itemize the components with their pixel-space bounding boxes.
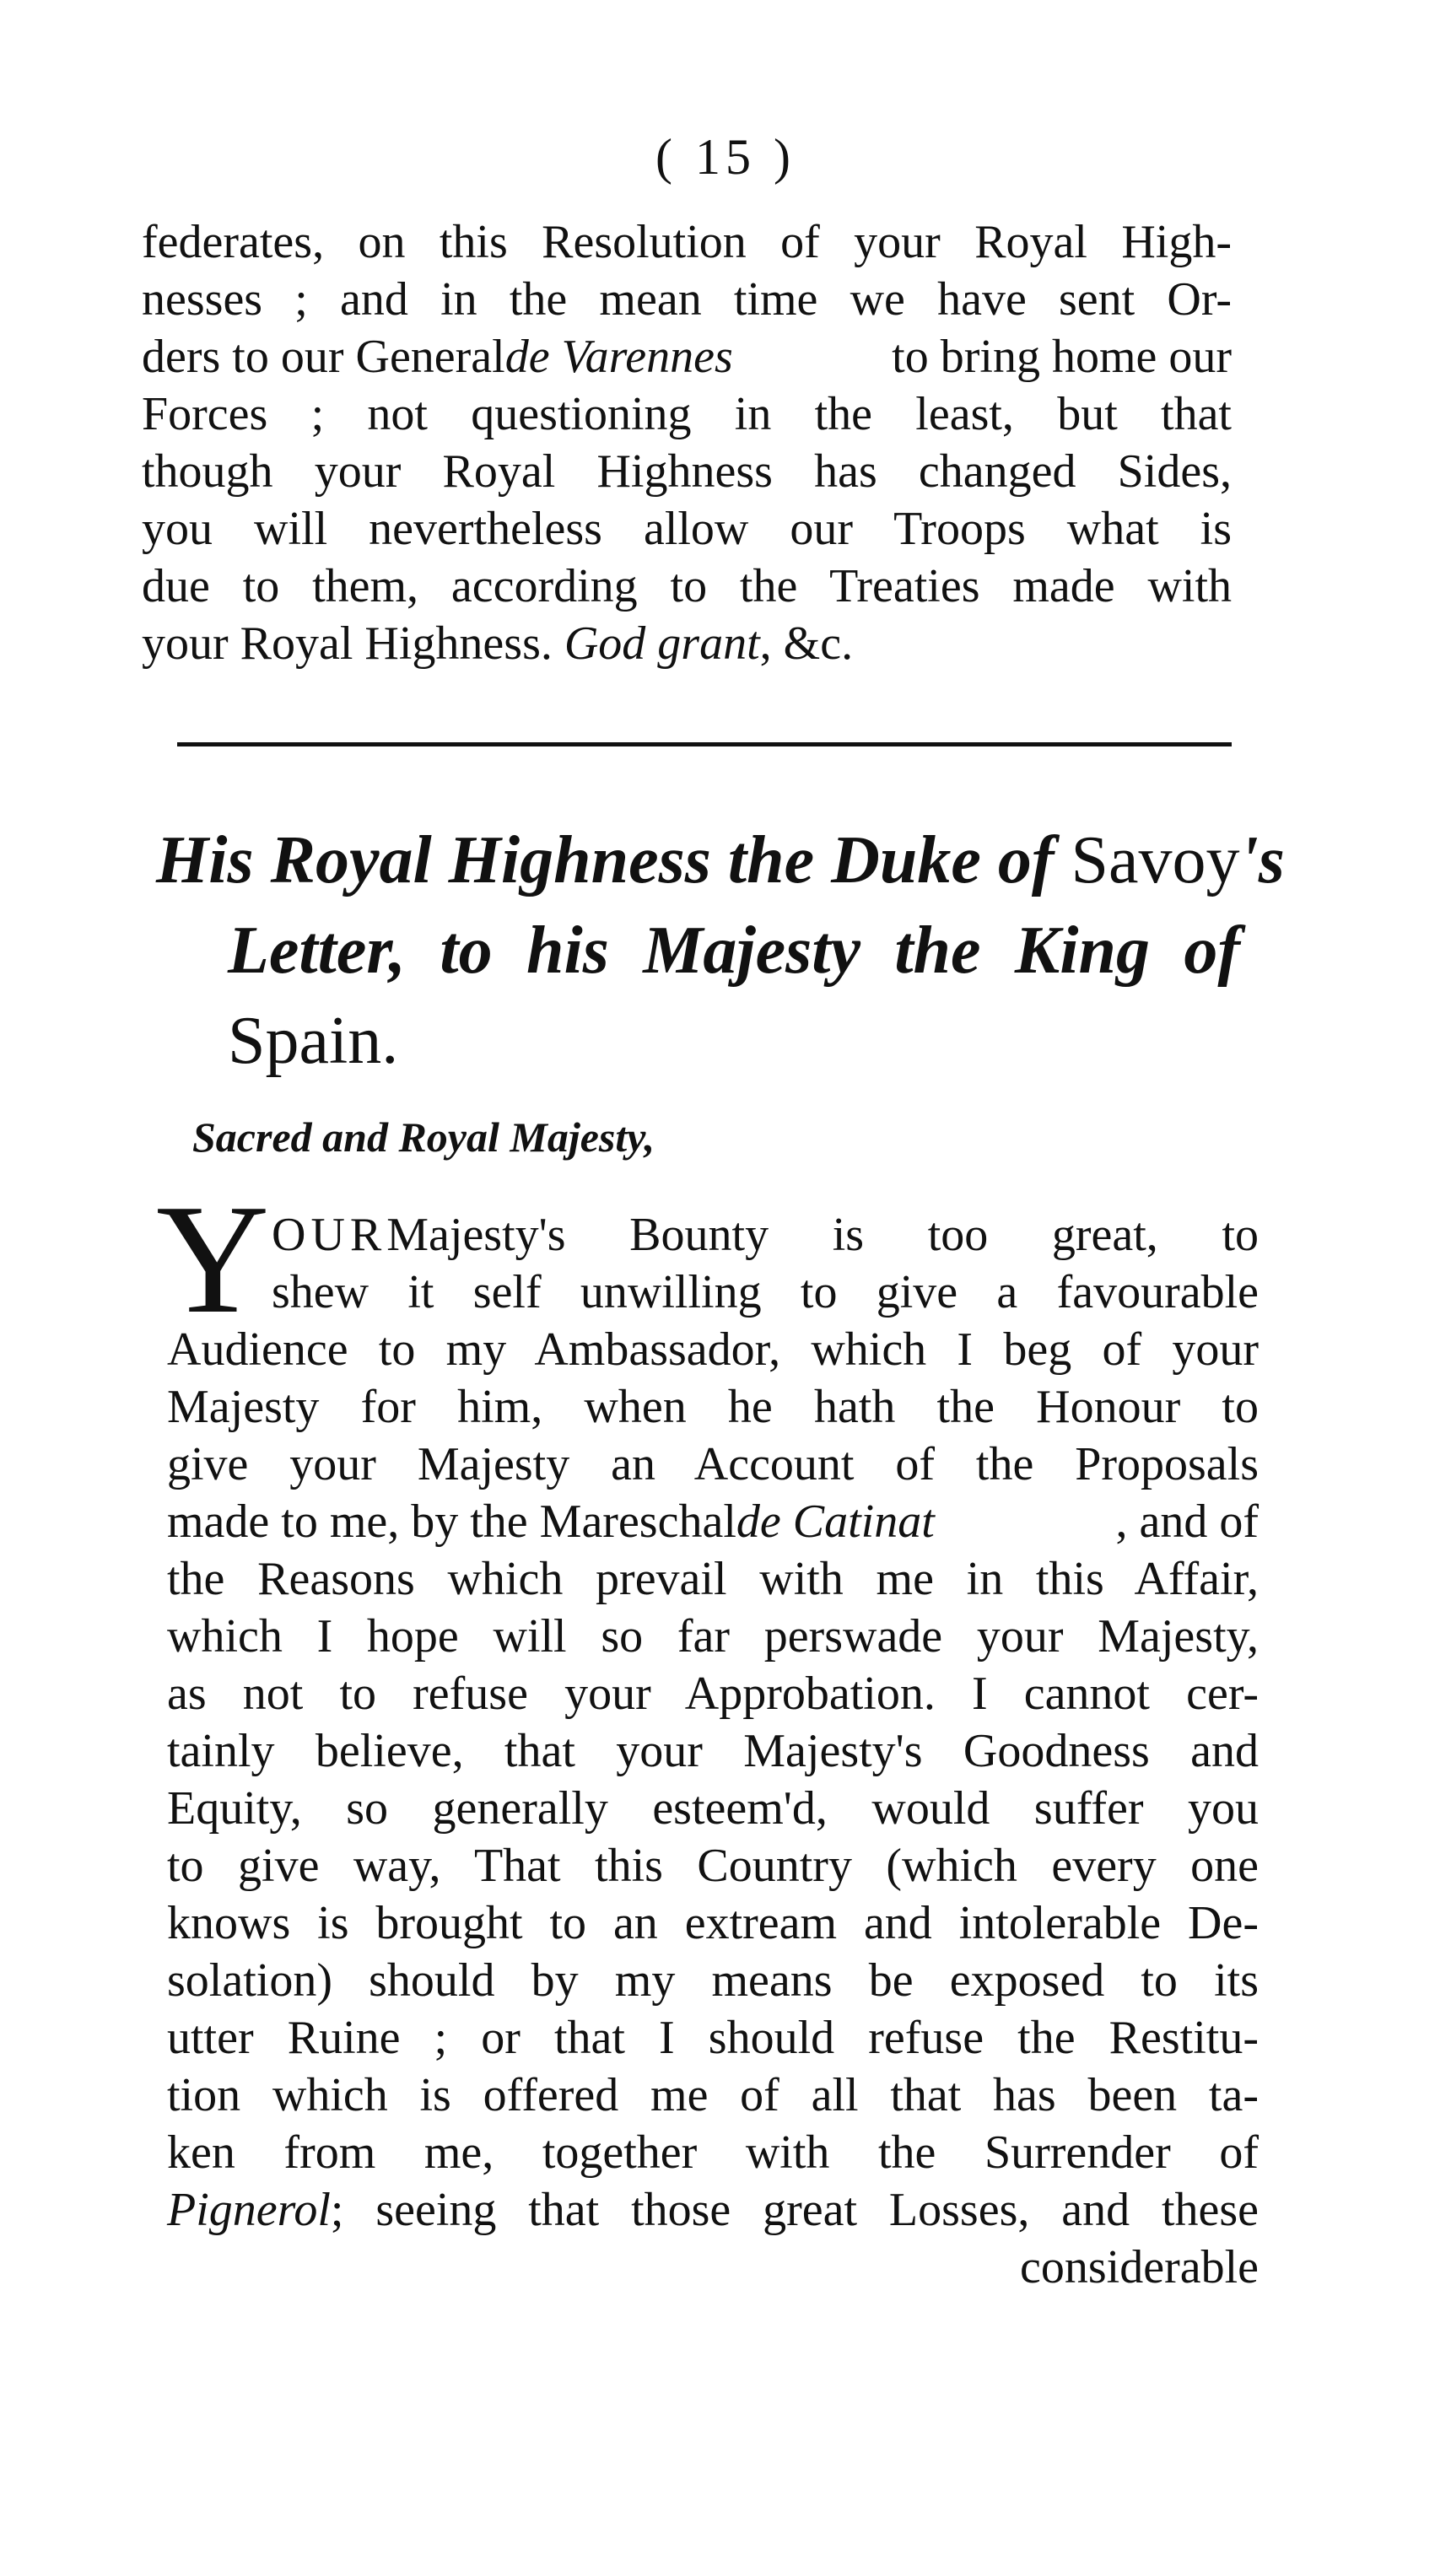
text-line: you will nevertheless allow our Troops what is xyxy=(142,503,1232,555)
closing-phrase: God grant xyxy=(564,617,760,670)
title-fragment: Letter, to his Majesty the King of xyxy=(228,913,1240,988)
page-number: ( 15 ) xyxy=(655,129,796,185)
text-line: utter Ruine ; or that I should refuse the Restitu- xyxy=(167,2012,1259,2064)
text-line: due to them, according to the Treaties made with xyxy=(142,560,1232,612)
text-fragment: Majesty's Bounty is too great, to xyxy=(386,1209,1259,1261)
text-line: give your Majesty an Account of the Proposals xyxy=(167,1438,1259,1490)
text-line: Majesty for him, when he hath the Honour to xyxy=(167,1381,1259,1433)
general-name: de Varennes xyxy=(504,331,733,383)
text-fragment: , and of xyxy=(1115,1495,1259,1548)
text-line: nesses ; and in the mean time we have sent Or- xyxy=(142,273,1232,326)
title-fragment: His Royal Highness the Duke of xyxy=(156,823,1071,897)
text-line xyxy=(142,330,1232,384)
text-line: as not to refuse your Approbation. I cannot cer- xyxy=(167,1668,1259,1720)
text-fragment: made to me, by the Mareschal xyxy=(167,1495,736,1548)
text-line: to give way, That this Country (which every one xyxy=(167,1840,1259,1892)
text-line: federates, on this Resolution of your Royal High- xyxy=(142,216,1232,268)
section-divider xyxy=(177,742,1232,746)
text-fragment: your Royal Highness. xyxy=(142,617,564,670)
text-line: shew it self unwilling to give a favourable xyxy=(272,1266,1259,1318)
text-fragment: , &c. xyxy=(759,617,854,670)
salutation: Sacred and Royal Majesty, xyxy=(192,1113,655,1161)
text-fragment-group xyxy=(505,330,1232,384)
marshal-name: de Catinat xyxy=(736,1495,935,1548)
catchword: considerable xyxy=(1020,2241,1259,2293)
text-line xyxy=(142,617,853,671)
text-fragment: ders to our General xyxy=(142,331,505,383)
text-line: though your Royal Highness has changed Sides, xyxy=(142,445,1232,498)
text-line: knows is brought to an extream and intolerable De- xyxy=(167,1897,1259,1949)
text-fragment: to bring home our xyxy=(892,331,1232,383)
letter-title-line-2 xyxy=(228,913,1240,989)
text-fragment: ; seeing that those great Losses, and these xyxy=(330,2184,1259,2236)
text-line: tainly believe, that your Majesty's Goodness and xyxy=(167,1725,1259,1777)
place-name: Pignerol xyxy=(167,2184,331,2236)
text-line: Forces ; not questioning in the least, but that xyxy=(142,388,1232,440)
text-fragment-group xyxy=(736,1495,1259,1549)
text-line: tion which is offered me of all that has been ta- xyxy=(167,2069,1259,2121)
title-fragment: Savoy xyxy=(1071,823,1240,897)
first-word: OUR xyxy=(272,1209,387,1261)
text-line xyxy=(167,1495,1259,1549)
text-line: Equity, so generally esteem'd, would suffer you xyxy=(167,1782,1259,1835)
text-line: Audience to my Ambassador, which I beg of your xyxy=(167,1323,1259,1376)
letter-title-line-1 xyxy=(156,822,1285,898)
drop-cap: Y xyxy=(156,1172,270,1346)
title-fragment: 's xyxy=(1239,823,1285,897)
text-line: ken from me, together with the Surrender of xyxy=(167,2126,1259,2179)
text-line xyxy=(272,1208,1259,1262)
text-line xyxy=(167,2183,1259,2237)
text-line: the Reasons which prevail with me in this Affair, xyxy=(167,1553,1259,1605)
letter-title-line-3: Spain. xyxy=(228,1004,399,1078)
text-line: solation) should by my means be exposed to its xyxy=(167,1954,1259,2007)
text-line: which I hope will so far perswade your Majesty, xyxy=(167,1610,1259,1663)
